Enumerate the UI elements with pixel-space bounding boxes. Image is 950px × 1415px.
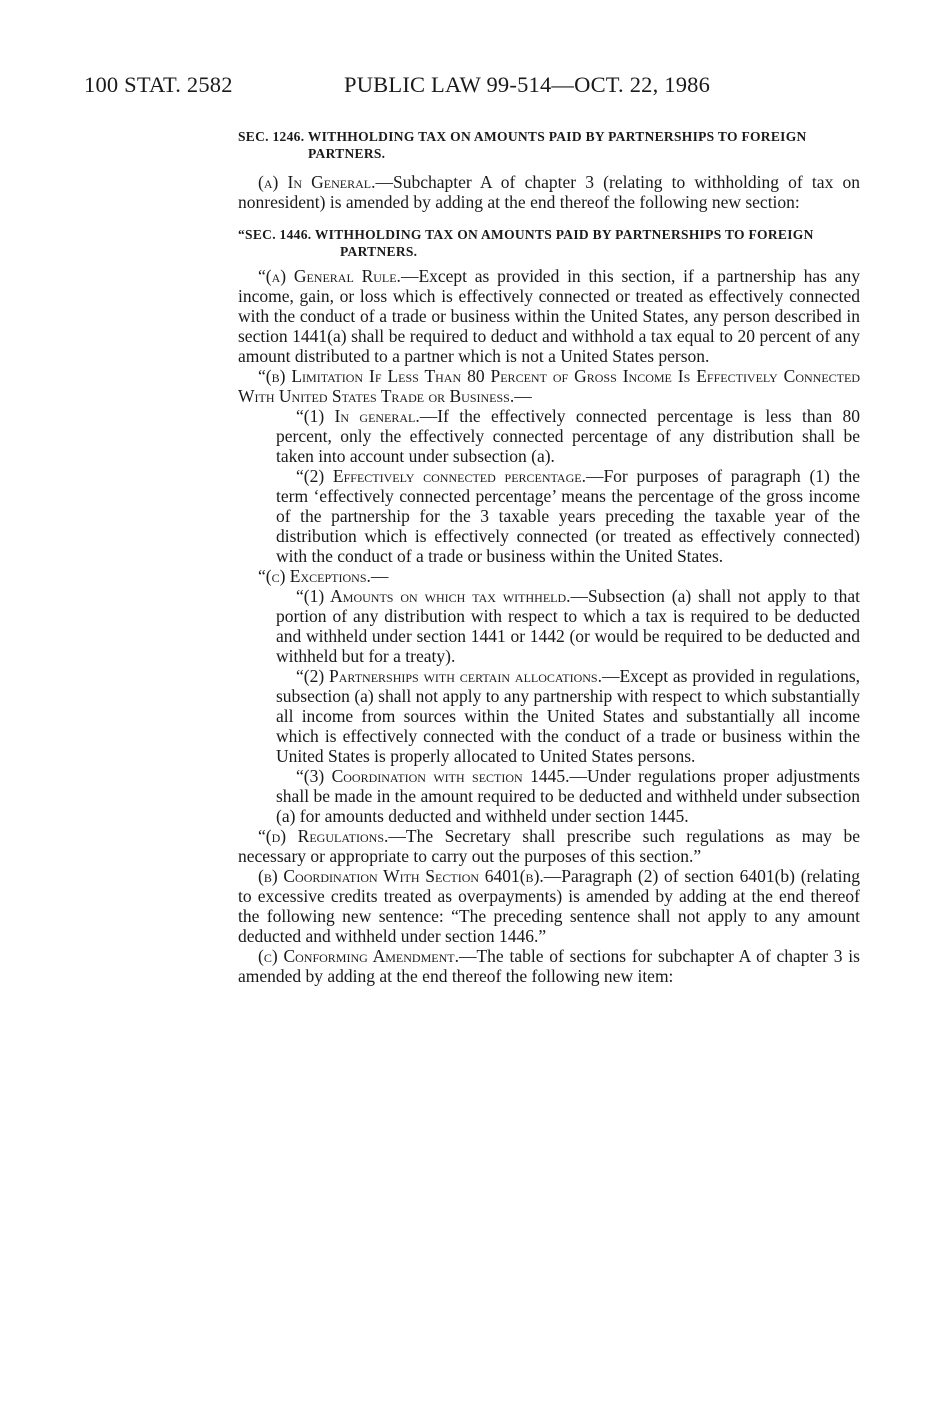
paragraph-c1 — [238, 586, 860, 666]
subsection-a — [238, 172, 860, 212]
subsection-a-label: (a) In General. — [258, 172, 376, 192]
general-rule-text: —Except as provided in this section, if a partnership has any income, gain, or loss which is effectively connected or treated as effectively connected with the conduct of a trade or business within the United States, any person described in section 1441(a) shall be required to deduct and withhold a tax equal to 20 percent of any amount distributed to a partner which is not a United States person. — [238, 266, 860, 366]
paragraph-c2-label: “(2) Partnerships with certain allocations. — [296, 666, 602, 686]
paragraph-b2-text: —For purposes of paragraph (1) the term ‘effectively connected percentage’ means the percentage of the gross income of the partnership for the 3 taxable years preceding the taxable year of the distribution which is effectively connected (or treated as effectively connected) with the conduct of a trade or business within the United States. — [276, 466, 860, 566]
paragraph-c3 — [238, 766, 860, 826]
exceptions-heading — [238, 566, 860, 586]
subsection-c-label: (c) Conforming Amendment. — [258, 946, 459, 966]
limitation-label: “(b) Limitation If Less Than 80 Percent of Gross Income Is Effectively Connected With United States Trade or Business. — [238, 366, 860, 406]
paragraph-b2 — [238, 466, 860, 566]
regulations — [238, 826, 860, 866]
exceptions-dash: — — [370, 566, 389, 586]
regulations-label: “(d) Regulations. — [258, 826, 389, 846]
subsection-b-text: —Paragraph (2) of section 6401(b) (relating to excessive credits treated as overpayments) is amended by adding at the end thereof the following new sentence: “The preceding sentence shall not apply to any amount deducted and withheld under section 1446.” — [238, 866, 860, 946]
section-heading: SEC. 1246. WITHHOLDING TAX ON AMOUNTS PAID BY PARTNERSHIPS TO FOREIGN PARTNERS. — [238, 129, 807, 161]
exceptions-label: “(c) Exceptions. — [258, 566, 371, 586]
general-rule — [238, 266, 860, 366]
paragraph-c2-text: —Except as provided in regulations, subsection (a) shall not apply to any partnership with respect to which substantially all income from sources within the United States and substantially all income which is effectively connected with the conduct of a trade or business within the United States is properly allocated to United States persons. — [276, 666, 860, 766]
paragraph-c2 — [238, 666, 860, 766]
regulations-text: —The Secretary shall prescribe such regulations as may be necessary or appropriate to carry out the purposes of this section.” — [238, 826, 860, 866]
paragraph-c1-label: “(1) Amounts on which tax withheld. — [296, 586, 571, 606]
subsection-b-label: (b) Coordination With Section 6401(b). — [258, 866, 544, 886]
subsection-c — [238, 946, 860, 986]
paragraph-c1-text: —Subsection (a) shall not apply to that portion of any distribution with respect to which a tax is required to be deducted and withheld under section 1441 or 1442 (or would be required to be deducted and withheld but for a treaty). — [276, 586, 860, 666]
general-rule-label: “(a) General Rule. — [258, 266, 401, 286]
paragraph-b1 — [238, 406, 860, 466]
stat-page-number: 100 STAT. 2582 — [84, 72, 233, 97]
paragraph-b1-label: “(1) In general. — [296, 406, 420, 426]
paragraph-c3-text: —Under regulations proper adjustments shall be made in the amount required to be deducted and withheld under subsection (a) for amounts deducted and withheld under section 1445. — [276, 766, 860, 826]
paragraph-b1-text: —If the effectively connected percentage is less than 80 percent, only the effectively connected percentage of any distribution shall be taken into account under subsection (a). — [276, 406, 860, 466]
limitation-dash: — — [514, 386, 532, 406]
limitation-heading — [238, 366, 860, 406]
paragraph-b2-label: “(2) Effectively connected percentage. — [296, 466, 586, 486]
new-section-heading: “SEC. 1446. WITHHOLDING TAX ON AMOUNTS PAID BY PARTNERSHIPS TO FOREIGN PARTNERS. — [238, 227, 814, 259]
subsection-a-text: —Subchapter A of chapter 3 (relating to withholding of tax on nonresident) is amended by adding at the end thereof the following new section: — [238, 172, 860, 212]
subsection-c-text: —The table of sections for subchapter A of chapter 3 is amended by adding at the end thereof the following new item: — [238, 946, 860, 986]
public-law-title: PUBLIC LAW 99-514—OCT. 22, 1986 — [344, 72, 711, 97]
subsection-b — [238, 866, 860, 946]
paragraph-c3-label: “(3) Coordination with section 1445. — [296, 766, 570, 786]
document-body — [238, 124, 860, 986]
